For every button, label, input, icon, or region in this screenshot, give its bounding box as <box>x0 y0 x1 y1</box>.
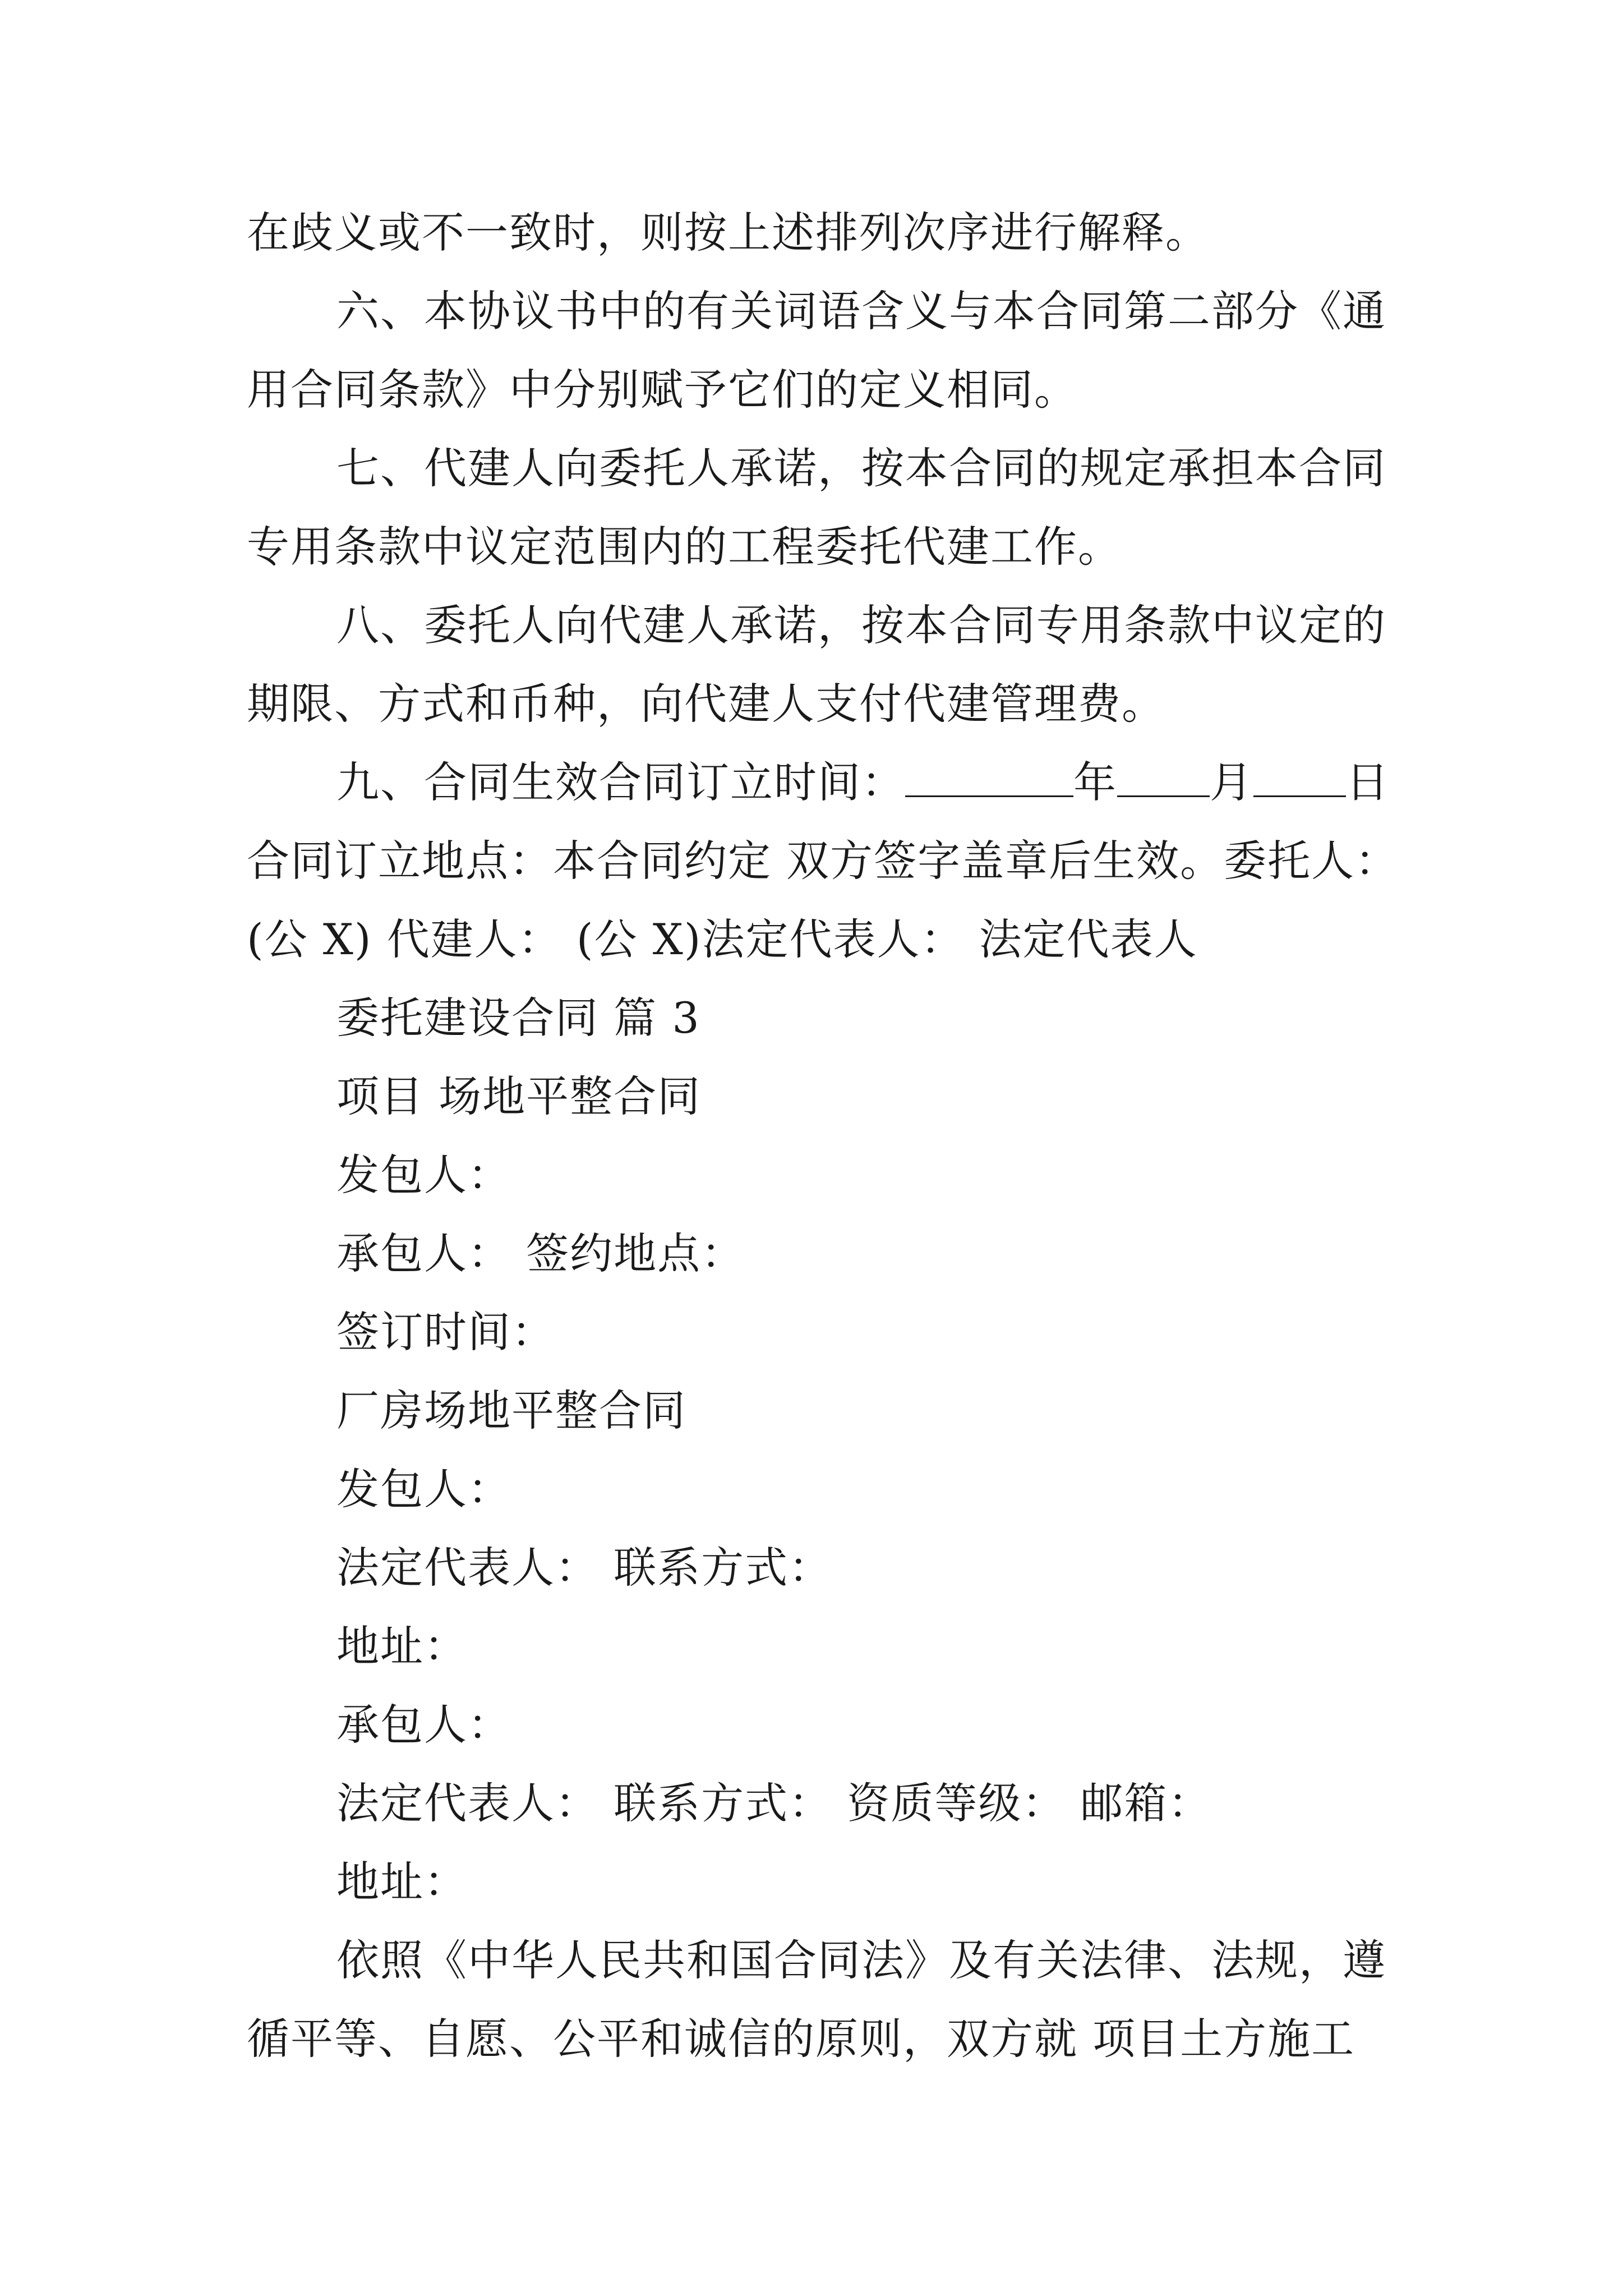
text-line: 期限、方式和币种，向代建人支付代建管理费。 <box>247 679 1165 729</box>
day-blank <box>1253 761 1346 797</box>
address-field: 地址： <box>336 1621 468 1671</box>
contractor-signing-place-field: 承包人： 签约地点： <box>336 1228 745 1278</box>
text-line: 合同订立地点：本合同约定 双方签字盖章后生效。委托人： <box>247 836 1399 886</box>
contractor-field: 承包人： <box>336 1700 511 1750</box>
section-heading: 委托建设合同 篇 3 <box>336 993 700 1043</box>
year-label: 年 <box>1073 757 1117 807</box>
year-blank <box>905 761 1073 797</box>
contract-title: 项目 场地平整合同 <box>336 1071 702 1121</box>
clause-seven-line: 七、代建人向委托人承诺，按本合同的规定承担本合同 <box>336 443 1386 493</box>
text-line: 用合同条款》中分别赋予它们的定义相同。 <box>247 365 1078 415</box>
clause-six-line: 六、本协议书中的有关词语含义与本合同第二部分《通 <box>336 286 1386 336</box>
text-line: 循平等、自愿、公平和诚信的原则，双方就 项目土方施工 <box>247 2014 1355 2064</box>
clause-eight-line: 八、委托人向代建人承诺，按本合同专用条款中议定的 <box>336 600 1386 650</box>
representative-contact-field: 法定代表人： 联系方式： <box>336 1543 833 1593</box>
day-label: 日 <box>1346 757 1390 807</box>
clause-nine-line <box>247 743 1391 822</box>
month-label: 月 <box>1210 757 1253 807</box>
employer-field: 发包人： <box>336 1150 511 1200</box>
representative-details-field: 法定代表人： 联系方式： 资质等级： 邮箱： <box>336 1778 1212 1828</box>
clause-nine-prefix: 九、合同生效合同订立时间： <box>336 757 905 807</box>
contract-subtitle: 厂房场地平整合同 <box>336 1386 686 1435</box>
document-body <box>247 194 1399 2078</box>
text-line: 在歧义或不一致时，则按上述排列次序进行解释。 <box>247 208 1209 257</box>
text-line: (公 X) 代建人： (公 X)法定代表人： 法定代表人 <box>247 914 1198 964</box>
address-field: 地址： <box>336 1857 468 1907</box>
employer-field: 发包人： <box>336 1464 511 1514</box>
month-blank <box>1117 761 1210 797</box>
preamble-line: 依照《中华人民共和国合同法》及有关法律、法规，遵 <box>336 1935 1386 1985</box>
signing-time-field: 签订时间： <box>336 1307 555 1357</box>
text-line: 专用条款中议定范围内的工程委托代建工作。 <box>247 522 1122 572</box>
